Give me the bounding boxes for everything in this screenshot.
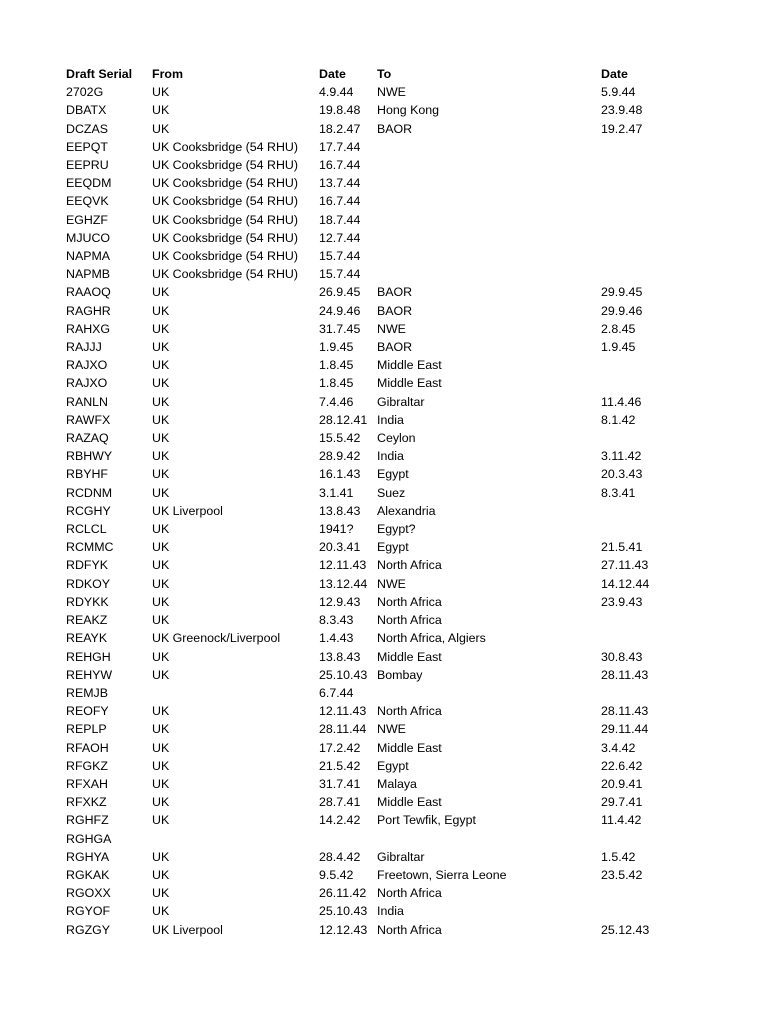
table-row xyxy=(66,666,691,684)
from-date-cell: 19.8.48 xyxy=(319,103,361,118)
to-date-cell: 22.6.42 xyxy=(601,758,643,773)
to-date-cell: 8.3.41 xyxy=(601,485,636,500)
table-row xyxy=(66,356,691,374)
to-cell: BAOR xyxy=(377,121,413,136)
draft-serial-cell: RGKAK xyxy=(66,867,110,882)
from-cell: UK xyxy=(152,412,170,427)
draft-serial-cell: RCDNM xyxy=(66,485,113,500)
header-date-to: Date xyxy=(601,67,628,81)
to-cell: India xyxy=(377,449,404,464)
table-row xyxy=(66,302,691,320)
from-date-cell: 1941? xyxy=(319,522,354,537)
from-cell xyxy=(152,830,319,848)
to-cell: North Africa xyxy=(377,594,442,609)
to-date-cell: 30.8.43 xyxy=(601,649,643,664)
to-cell: Suez xyxy=(377,485,406,500)
to-cell: Egypt xyxy=(377,467,409,482)
table-row xyxy=(66,174,691,192)
from-date-cell: 31.7.45 xyxy=(319,321,361,336)
to-date-cell: 21.5.41 xyxy=(601,540,643,555)
from-date-cell: 28.12.41 xyxy=(319,412,368,427)
from-cell: UK xyxy=(152,449,170,464)
to-cell: Middle East xyxy=(377,376,442,391)
to-date-cell xyxy=(601,902,691,920)
from-cell: UK xyxy=(152,649,170,664)
to-date-cell xyxy=(601,502,691,520)
from-date-cell: 28.7.41 xyxy=(319,795,361,810)
from-date-cell: 13.12.44 xyxy=(319,576,368,591)
to-cell: Egypt? xyxy=(377,522,416,537)
to-date-cell xyxy=(601,156,691,174)
from-date-cell: 16.7.44 xyxy=(319,158,361,173)
table-row xyxy=(66,720,691,738)
to-date-cell: 3.11.42 xyxy=(601,449,642,464)
to-date-cell xyxy=(601,374,691,392)
table-row xyxy=(66,338,691,356)
from-cell: UK xyxy=(152,321,170,336)
to-date-cell xyxy=(601,247,691,265)
from-cell: UK xyxy=(152,394,170,409)
from-date-cell: 17.7.44 xyxy=(319,139,361,154)
to-date-cell xyxy=(601,429,691,447)
from-date-cell: 12.9.43 xyxy=(319,594,361,609)
table-row xyxy=(66,465,691,483)
to-cell: Hong Kong xyxy=(377,103,440,118)
to-date-cell xyxy=(601,138,691,156)
from-date-cell: 12.11.43 xyxy=(319,558,367,573)
from-cell: UK xyxy=(152,540,170,555)
draft-serial-cell: RBHWY xyxy=(66,449,113,464)
from-date-cell: 16.1.43 xyxy=(319,467,361,482)
table-row xyxy=(66,884,691,902)
table-row xyxy=(66,848,691,866)
to-cell xyxy=(377,138,601,156)
to-cell: India xyxy=(377,904,404,919)
draft-serial-cell: RANLN xyxy=(66,394,108,409)
draft-serial-cell: REOFY xyxy=(66,704,109,719)
table-row xyxy=(66,556,691,574)
table-row xyxy=(66,757,691,775)
table-row xyxy=(66,247,691,265)
draft-serial-cell: DCZAS xyxy=(66,121,108,136)
header-row xyxy=(66,65,691,83)
draft-serial-cell: RAAOQ xyxy=(66,285,111,300)
from-date-cell: 15.7.44 xyxy=(319,267,361,282)
to-cell: NWE xyxy=(377,576,406,591)
draft-serial-cell: RAJJJ xyxy=(66,340,102,355)
from-date-cell: 31.7.41 xyxy=(319,776,361,791)
to-date-cell: 14.12.44 xyxy=(601,576,650,591)
draft-serial-cell: REPLP xyxy=(66,722,107,737)
to-cell: North Africa, Algiers xyxy=(377,631,486,646)
draft-serial-cell: RGHFZ xyxy=(66,813,109,828)
from-cell xyxy=(152,684,319,702)
from-date-cell: 25.10.43 xyxy=(319,904,368,919)
from-date-cell: 15.5.42 xyxy=(319,431,361,446)
table-row xyxy=(66,593,691,611)
to-cell xyxy=(377,174,601,192)
draft-serial-cell: EEQVK xyxy=(66,194,109,209)
table-row xyxy=(66,101,691,119)
table-row xyxy=(66,684,691,702)
to-date-cell: 27.11.43 xyxy=(601,558,649,573)
to-cell: North Africa xyxy=(377,704,442,719)
draft-serial-cell: RCLCL xyxy=(66,522,107,537)
table-row xyxy=(66,629,691,647)
to-date-cell: 29.9.45 xyxy=(601,285,643,300)
to-date-cell: 19.2.47 xyxy=(601,121,643,136)
from-cell: UK xyxy=(152,704,170,719)
table-body xyxy=(66,83,691,939)
from-cell: UK xyxy=(152,667,170,682)
table-row xyxy=(66,921,691,939)
from-cell: UK xyxy=(152,576,170,591)
from-date-cell: 16.7.44 xyxy=(319,194,361,209)
from-date-cell: 14.2.42 xyxy=(319,813,361,828)
from-cell: UK xyxy=(152,340,170,355)
from-date-cell: 9.5.42 xyxy=(319,867,354,882)
draft-serial-cell: RDKOY xyxy=(66,576,111,591)
from-date-cell: 8.3.43 xyxy=(319,613,354,628)
to-cell: Alexandria xyxy=(377,503,436,518)
from-cell: UK xyxy=(152,103,170,118)
to-date-cell xyxy=(601,684,691,702)
draft-serial-cell: REMJB xyxy=(66,685,108,700)
to-date-cell: 23.9.48 xyxy=(601,103,643,118)
from-date-cell: 12.12.43 xyxy=(319,922,368,937)
spreadsheet xyxy=(66,65,691,939)
table-row xyxy=(66,192,691,210)
from-date-cell: 1.9.45 xyxy=(319,340,354,355)
to-cell: Gibraltar xyxy=(377,394,425,409)
to-cell xyxy=(377,211,601,229)
draft-serial-cell: RFXKZ xyxy=(66,795,107,810)
table-row xyxy=(66,775,691,793)
table-row xyxy=(66,429,691,447)
draft-serial-cell: EGHZF xyxy=(66,212,108,227)
draft-serial-cell: RFXAH xyxy=(66,776,108,791)
table-row xyxy=(66,830,691,848)
table-row xyxy=(66,520,691,538)
to-cell: Ceylon xyxy=(377,431,416,446)
from-date-cell: 15.7.44 xyxy=(319,249,361,264)
from-cell: UK xyxy=(152,522,170,537)
from-date-cell: 3.1.41 xyxy=(319,485,354,500)
to-date-cell: 11.4.46 xyxy=(601,394,642,409)
to-date-cell xyxy=(601,629,691,647)
from-cell: UK xyxy=(152,121,170,136)
from-cell: UK xyxy=(152,358,170,373)
from-date-cell: 18.7.44 xyxy=(319,212,361,227)
table-row xyxy=(66,83,691,101)
to-cell: North Africa xyxy=(377,886,442,901)
draft-serial-cell: EEPRU xyxy=(66,158,109,173)
to-date-cell: 23.9.43 xyxy=(601,594,643,609)
from-cell: UK Liverpool xyxy=(152,922,223,937)
from-cell: UK Cooksbridge (54 RHU) xyxy=(152,158,298,173)
from-cell: UK xyxy=(152,467,170,482)
table-row xyxy=(66,265,691,283)
to-cell: Middle East xyxy=(377,795,442,810)
draft-serial-cell: RGZGY xyxy=(66,922,111,937)
from-date-cell: 13.7.44 xyxy=(319,176,361,191)
to-date-cell xyxy=(601,520,691,538)
table-row xyxy=(66,648,691,666)
to-cell: Malaya xyxy=(377,776,417,791)
table-row xyxy=(66,211,691,229)
from-date-cell: 1.4.43 xyxy=(319,631,354,646)
draft-serial-cell: RAJXO xyxy=(66,376,108,391)
to-cell xyxy=(377,265,601,283)
to-date-cell: 2.8.45 xyxy=(601,321,636,336)
to-cell xyxy=(377,229,601,247)
to-date-cell: 11.4.42 xyxy=(601,813,642,828)
from-date-cell: 17.2.42 xyxy=(319,740,361,755)
to-cell: Bombay xyxy=(377,667,423,682)
from-cell: UK xyxy=(152,795,170,810)
draft-serial-cell: DBATX xyxy=(66,103,107,118)
to-cell: BAOR xyxy=(377,340,413,355)
table-row xyxy=(66,811,691,829)
to-cell xyxy=(377,684,601,702)
table-row xyxy=(66,793,691,811)
to-cell: North Africa xyxy=(377,558,442,573)
table-row xyxy=(66,411,691,429)
from-cell: UK xyxy=(152,904,170,919)
table-row xyxy=(66,575,691,593)
from-date-cell: 7.4.46 xyxy=(319,394,354,409)
to-cell: BAOR xyxy=(377,285,413,300)
to-date-cell: 20.9.41 xyxy=(601,776,643,791)
to-date-cell xyxy=(601,265,691,283)
to-date-cell: 25.12.43 xyxy=(601,922,650,937)
table-row xyxy=(66,320,691,338)
to-date-cell: 20.3.43 xyxy=(601,467,643,482)
to-cell: Port Tewfik, Egypt xyxy=(377,813,476,828)
from-cell: UK xyxy=(152,285,170,300)
from-cell: UK Cooksbridge (54 RHU) xyxy=(152,230,298,245)
from-date-cell: 13.8.43 xyxy=(319,503,361,518)
to-date-cell xyxy=(601,192,691,210)
to-date-cell: 28.11.43 xyxy=(601,704,649,719)
table-row xyxy=(66,611,691,629)
draft-table xyxy=(66,65,691,939)
draft-serial-cell: RCMMC xyxy=(66,540,114,555)
draft-serial-cell: RGOXX xyxy=(66,886,111,901)
from-date-cell: 28.11.44 xyxy=(319,722,367,737)
from-date-cell: 13.8.43 xyxy=(319,649,361,664)
table-row xyxy=(66,393,691,411)
from-date-cell: 4.9.44 xyxy=(319,85,354,100)
from-cell: UK Cooksbridge (54 RHU) xyxy=(152,267,298,282)
draft-serial-cell: RCGHY xyxy=(66,503,111,518)
to-cell xyxy=(377,192,601,210)
table-row xyxy=(66,283,691,301)
from-cell: UK Cooksbridge (54 RHU) xyxy=(152,139,298,154)
draft-serial-cell: RAWFX xyxy=(66,412,111,427)
from-cell: UK Cooksbridge (54 RHU) xyxy=(152,176,298,191)
draft-serial-cell: RAZAQ xyxy=(66,431,109,446)
table-row xyxy=(66,484,691,502)
from-date-cell: 26.11.42 xyxy=(319,886,367,901)
draft-serial-cell: RFGKZ xyxy=(66,758,108,773)
to-cell: Egypt xyxy=(377,758,409,773)
from-cell: UK Cooksbridge (54 RHU) xyxy=(152,212,298,227)
table-row xyxy=(66,156,691,174)
to-cell: BAOR xyxy=(377,303,413,318)
to-date-cell xyxy=(601,830,691,848)
to-date-cell xyxy=(601,211,691,229)
draft-serial-cell: RGYOF xyxy=(66,904,111,919)
header-date-from: Date xyxy=(319,67,346,81)
header-from: From xyxy=(152,67,183,81)
draft-serial-cell: EEQDM xyxy=(66,176,112,191)
from-cell: UK xyxy=(152,867,170,882)
draft-serial-cell: REAKZ xyxy=(66,613,108,628)
to-cell: NWE xyxy=(377,321,406,336)
draft-serial-cell: NAPMB xyxy=(66,267,111,282)
from-cell: UK xyxy=(152,613,170,628)
table-row xyxy=(66,120,691,138)
from-cell: UK xyxy=(152,813,170,828)
to-cell xyxy=(377,247,601,265)
to-cell: Freetown, Sierra Leone xyxy=(377,867,507,882)
from-cell: UK xyxy=(152,558,170,573)
to-date-cell xyxy=(601,356,691,374)
from-cell: UK Liverpool xyxy=(152,503,223,518)
draft-serial-cell: REHYW xyxy=(66,667,113,682)
to-date-cell xyxy=(601,884,691,902)
to-cell: NWE xyxy=(377,85,406,100)
draft-serial-cell: NAPMA xyxy=(66,249,111,264)
to-date-cell: 8.1.42 xyxy=(601,412,636,427)
to-cell: North Africa xyxy=(377,922,442,937)
draft-serial-cell: 2702G xyxy=(66,85,104,100)
from-date-cell: 1.8.45 xyxy=(319,358,354,373)
from-cell: UK Cooksbridge (54 RHU) xyxy=(152,249,298,264)
to-cell xyxy=(377,830,601,848)
to-date-cell: 1.5.42 xyxy=(601,849,636,864)
draft-serial-cell: REHGH xyxy=(66,649,111,664)
to-date-cell: 29.7.41 xyxy=(601,795,643,810)
from-cell: UK xyxy=(152,85,170,100)
from-date-cell: 25.10.43 xyxy=(319,667,368,682)
table-row xyxy=(66,538,691,556)
to-date-cell: 29.11.44 xyxy=(601,722,649,737)
from-cell: UK xyxy=(152,849,170,864)
draft-serial-cell: RGHYA xyxy=(66,849,110,864)
to-cell: NWE xyxy=(377,722,406,737)
to-date-cell xyxy=(601,611,691,629)
draft-serial-cell: RBYHF xyxy=(66,467,108,482)
from-date-cell: 12.7.44 xyxy=(319,230,361,245)
header-draft-serial: Draft Serial xyxy=(66,67,133,81)
from-date-cell: 20.3.41 xyxy=(319,540,361,555)
to-date-cell: 3.4.42 xyxy=(601,740,636,755)
from-date-cell: 28.9.42 xyxy=(319,449,361,464)
table-row xyxy=(66,447,691,465)
to-date-cell: 1.9.45 xyxy=(601,340,636,355)
to-cell: Gibraltar xyxy=(377,849,425,864)
draft-serial-cell: RAJXO xyxy=(66,358,108,373)
draft-serial-cell: RDFYK xyxy=(66,558,108,573)
from-cell: UK xyxy=(152,594,170,609)
to-date-cell xyxy=(601,174,691,192)
from-cell: UK Cooksbridge (54 RHU) xyxy=(152,194,298,209)
from-cell: UK xyxy=(152,303,170,318)
draft-serial-cell: MJUCO xyxy=(66,230,111,245)
from-date-cell: 24.9.46 xyxy=(319,303,361,318)
draft-serial-cell: EEPQT xyxy=(66,139,108,154)
table-row xyxy=(66,866,691,884)
from-cell: UK xyxy=(152,376,170,391)
from-date-cell xyxy=(319,830,377,848)
table-row xyxy=(66,902,691,920)
to-date-cell: 29.9.46 xyxy=(601,303,643,318)
table-row xyxy=(66,502,691,520)
from-date-cell: 26.9.45 xyxy=(319,285,361,300)
table-row xyxy=(66,374,691,392)
from-cell: UK xyxy=(152,886,170,901)
from-date-cell: 18.2.47 xyxy=(319,121,361,136)
from-date-cell: 1.8.45 xyxy=(319,376,354,391)
draft-serial-cell: REAYK xyxy=(66,631,108,646)
from-date-cell: 21.5.42 xyxy=(319,758,361,773)
from-date-cell: 6.7.44 xyxy=(319,685,354,700)
to-date-cell: 23.5.42 xyxy=(601,867,643,882)
from-date-cell: 12.11.43 xyxy=(319,704,367,719)
from-cell: UK xyxy=(152,431,170,446)
to-cell: India xyxy=(377,412,404,427)
table-row xyxy=(66,739,691,757)
to-cell: Egypt xyxy=(377,540,409,555)
to-cell: Middle East xyxy=(377,740,442,755)
table-row xyxy=(66,702,691,720)
from-cell: UK xyxy=(152,485,170,500)
header-to: To xyxy=(377,67,392,81)
draft-serial-cell: RAHXG xyxy=(66,321,111,336)
from-cell: UK Greenock/Liverpool xyxy=(152,631,281,646)
draft-serial-cell: RFAOH xyxy=(66,740,109,755)
from-cell: UK xyxy=(152,758,170,773)
to-date-cell: 28.11.43 xyxy=(601,667,649,682)
from-date-cell: 28.4.42 xyxy=(319,849,361,864)
draft-serial-cell: RGHGA xyxy=(66,831,112,846)
table-row xyxy=(66,229,691,247)
from-cell: UK xyxy=(152,722,170,737)
to-date-cell xyxy=(601,229,691,247)
table-row xyxy=(66,138,691,156)
to-cell: Middle East xyxy=(377,358,442,373)
from-cell: UK xyxy=(152,740,170,755)
from-cell: UK xyxy=(152,776,170,791)
draft-serial-cell: RAGHR xyxy=(66,303,111,318)
to-date-cell: 5.9.44 xyxy=(601,85,636,100)
draft-serial-cell: RDYKK xyxy=(66,594,109,609)
to-cell: Middle East xyxy=(377,649,442,664)
to-cell xyxy=(377,156,601,174)
to-cell: North Africa xyxy=(377,613,442,628)
